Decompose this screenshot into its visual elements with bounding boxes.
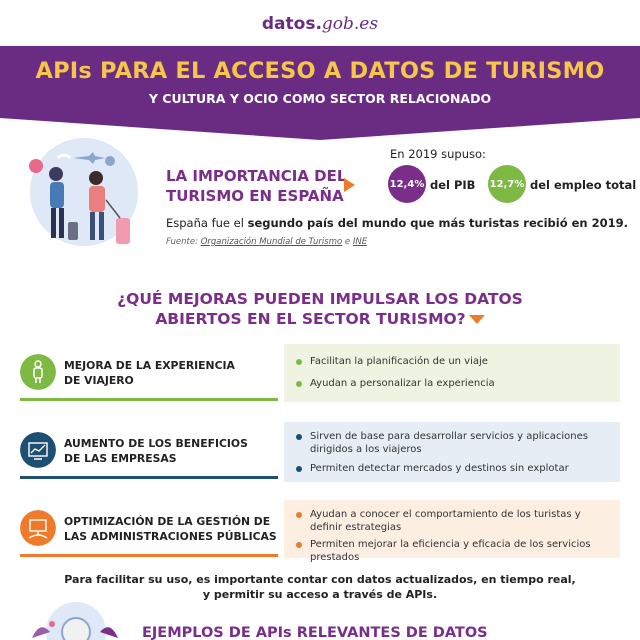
benefit-label-business <box>64 436 248 466</box>
benefit-label-line1: AUMENTO DE LOS BENEFICIOS <box>64 437 248 450</box>
bullet-item <box>296 430 608 456</box>
bullet-text: Permiten detectar mercados y destinos sin explotar <box>310 463 569 474</box>
api-examples-illustration <box>18 598 128 640</box>
closing-line2: y permitir su acceso a través de APIs. <box>202 588 438 601</box>
benefit-row-administration <box>20 508 278 558</box>
benefit-underline <box>20 554 278 557</box>
spain-ranking-prefix: España fue el <box>166 216 248 230</box>
benefit-label-line2: DE LAS EMPRESAS <box>64 452 177 465</box>
bullet-text: Ayudan a conocer el comportamiento de los turistas y definir estrategias <box>310 509 581 533</box>
empleo-stat-label: del empleo total <box>530 178 637 192</box>
source-note <box>166 237 367 247</box>
importance-title-line1: LA IMPORTANCIA DEL <box>166 167 347 185</box>
pib-stat-label: del PIB <box>430 178 476 192</box>
source-label: Fuente: <box>166 237 201 247</box>
pib-stat-circle: 12,4% <box>388 165 426 203</box>
bullet-dot-icon <box>296 512 302 518</box>
bullet-dot-icon <box>296 434 302 440</box>
improvements-heading-line1: ¿QUÉ MEJORAS PUEDEN IMPULSAR LOS DATOS <box>117 290 523 308</box>
examples-title: EJEMPLOS DE APIs RELEVANTES DE DATOS <box>142 625 488 640</box>
benefit-label-line1: MEJORA DE LA EXPERIENCIA <box>64 359 235 372</box>
bullet-text: Sirven de base para desarrollar servicios y aplicaciones dirigidos a los viajeros <box>310 431 588 455</box>
traveler-icon <box>20 354 56 390</box>
site-logo[interactable] <box>0 14 640 34</box>
page-subtitle: Y CULTURA Y OCIO COMO SECTOR RELACIONADO <box>148 91 492 106</box>
bullet-item <box>296 508 614 534</box>
benefit-row-traveler <box>20 352 278 402</box>
benefit-label-traveler <box>64 358 235 388</box>
benefit-label-line2: DE VIAJERO <box>64 374 134 387</box>
page-title: APIs PARA EL ACCESO A DATOS DE TURISMO <box>35 58 605 84</box>
bullet-item <box>296 462 569 475</box>
bullet-item <box>296 377 495 390</box>
benefit-panel-traveler <box>284 344 620 402</box>
benefit-label-line1: OPTIMIZACIÓN DE LA GESTIÓN DE <box>64 515 271 528</box>
benefit-label-administration <box>64 514 277 544</box>
bullet-item <box>296 538 620 564</box>
logo-part-datos: datos. <box>261 14 322 34</box>
bullet-dot-icon <box>296 542 302 548</box>
bullet-dot-icon <box>296 381 302 387</box>
triangle-down-icon <box>469 315 485 324</box>
benefit-label-line2: LAS ADMINISTRACIONES PÚBLICAS <box>64 530 277 543</box>
bullet-text: Facilitan la planificación de un viaje <box>310 356 488 367</box>
bullet-dot-icon <box>296 359 302 365</box>
bullet-item <box>296 355 488 368</box>
empleo-stat-circle: 12,7% <box>488 165 526 203</box>
bullet-dot-icon <box>296 466 302 472</box>
bullet-text: Permiten mejorar la eficiencia y eficacia de los servicios prestados <box>310 539 591 563</box>
importance-title-line2: TURISMO EN ESPAÑA <box>166 187 344 205</box>
tourists-illustration <box>18 136 148 258</box>
spain-ranking-text <box>166 216 628 230</box>
source-separator: e <box>342 237 353 247</box>
spain-ranking-bold: segundo país del mundo que más turistas recibió en 2019. <box>247 216 628 230</box>
logo-part-gobes: gob.es <box>321 14 379 34</box>
arrow-right-icon <box>344 178 355 192</box>
benefit-underline <box>20 398 278 401</box>
bullet-text: Ayudan a personalizar la experiencia <box>310 378 495 389</box>
importance-title <box>166 166 346 206</box>
benefit-panel-administration <box>284 500 620 563</box>
source-link-ine[interactable]: INE <box>352 237 368 247</box>
administration-icon <box>20 510 56 546</box>
improvements-heading-line2: ABIERTOS EN EL SECTOR TURISMO? <box>155 310 466 328</box>
growth-chart-icon <box>20 432 56 468</box>
supuso-label: En 2019 supuso: <box>390 147 486 161</box>
closing-line1: Para facilitar su uso, es importante contar con datos actualizados, en tiempo real, <box>64 573 576 586</box>
benefit-row-business <box>20 428 278 480</box>
benefit-underline <box>20 476 278 479</box>
source-link-omt[interactable]: Organización Mundial de Turismo <box>200 237 343 247</box>
improvements-heading <box>0 289 640 329</box>
benefit-panel-business <box>284 422 620 482</box>
